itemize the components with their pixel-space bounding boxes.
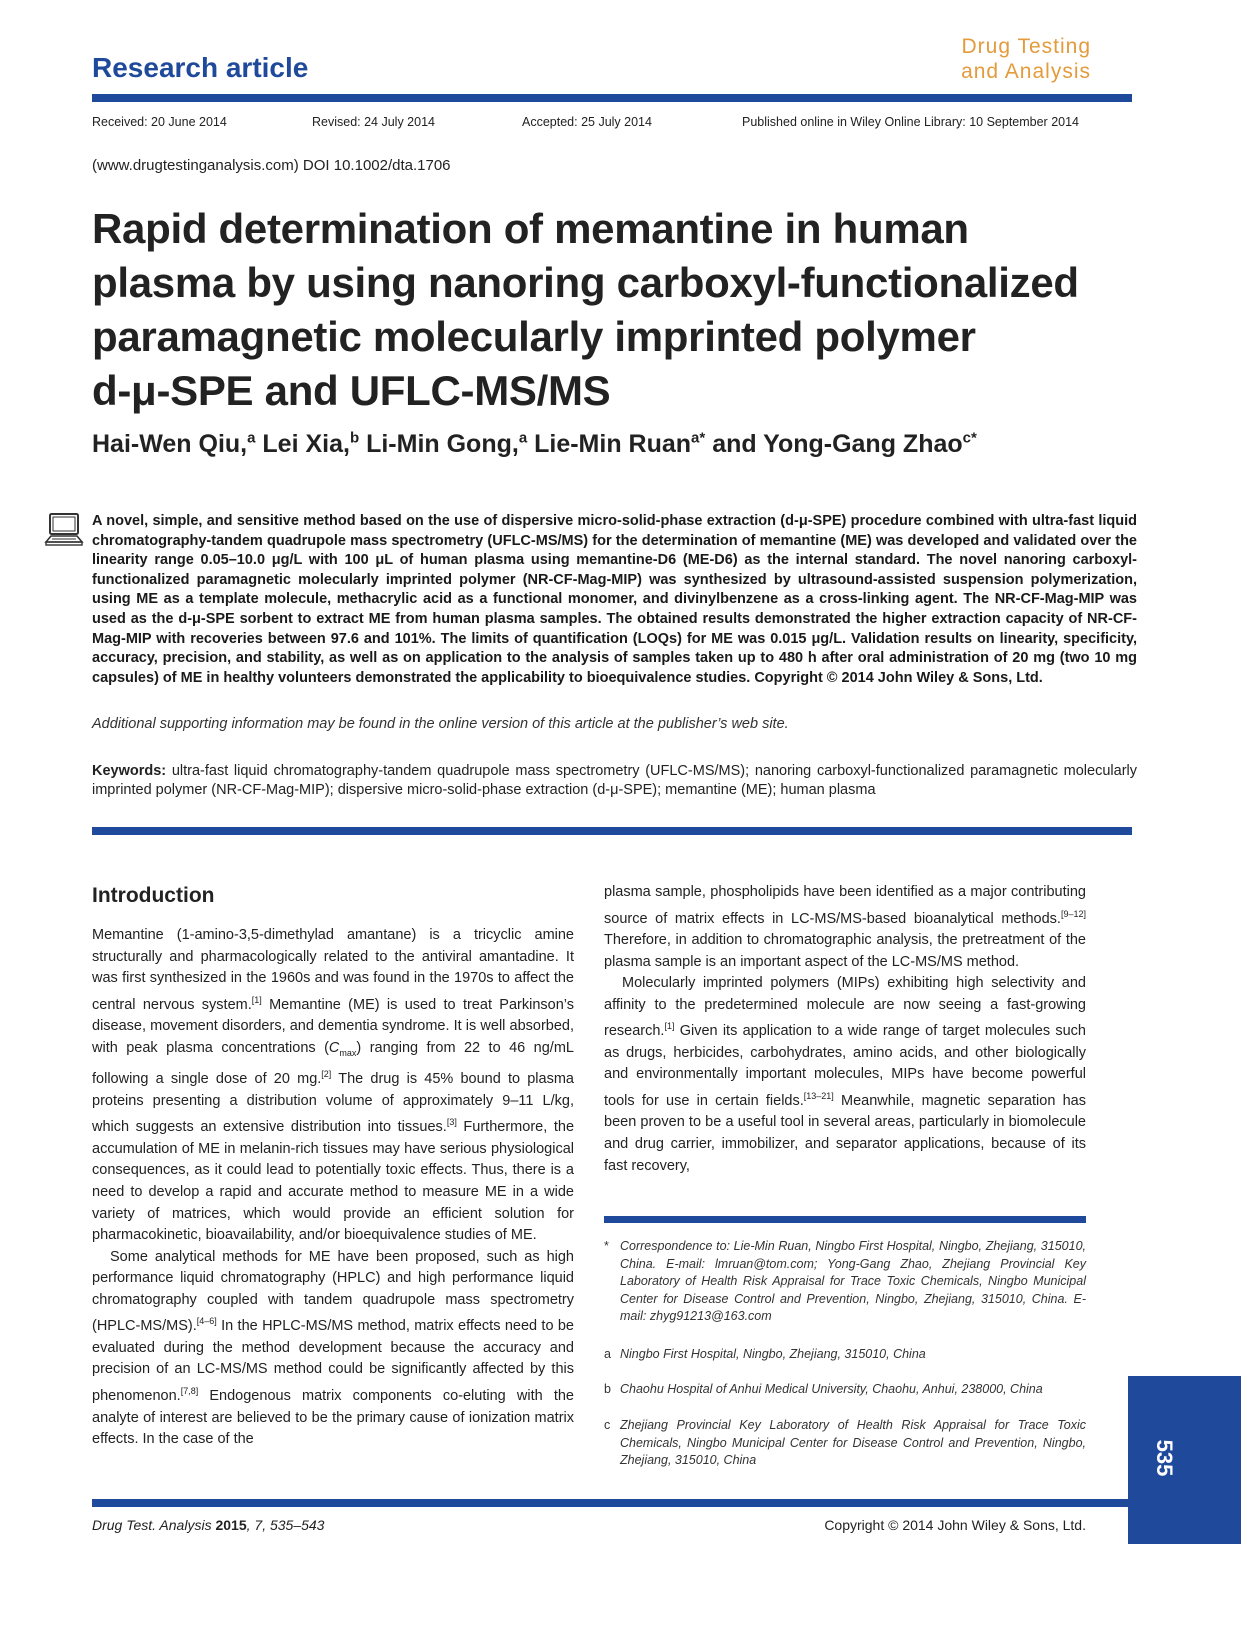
received-date: Received: 20 June 2014	[92, 115, 227, 129]
section-heading-introduction: Introduction	[92, 884, 215, 907]
paragraph: Memantine (1-amino-3,5-dimethylad amantane) is a tricyclic amine structurally and pharmacologically related to the antiviral amantadine. It was first synthesized in the 1960s and was found in the 1970s to affect the central nervous system.[1] Memantine (ME) is used to treat Parkinson’s disease, movement disorders, and dementia syndrome. It is well absorbed, with peak plasma concentrations $(C_{max})$ ranging from 22 to 46 ng/mL following a single dose of 20 mg.[2] The drug is 45% bound to plasma proteins presenting a distribution volume of approximately 9–11 L/kg, which suggests an extensive distribution into tissues.[3] Furthermore, the accumulation of ME in melanin-rich tissues may have serious physiological consequences, as it could lead to potentially toxic effects. Thus, there is a need to develop a rapid and accurate method to measure ME in a wide variety of matrices, which would provide an efficient solution for pharmacokinetic, bioavailability, and/or bioequivalence studies of ME.	[92, 927, 575, 1244]
accepted-date: Accepted: 25 July 2014	[522, 115, 652, 129]
footer-copyright: Copyright © 2014 John Wiley & Sons, Ltd.	[824, 1517, 1086, 1533]
affiliation-c: c Zhejiang Provincial Key Laboratory of Health Risk Appraisal for Trace Toxic Chemicals, Ningbo Municipal Center for Disease Control and Prevention, Ningbo, Zhejiang, 315010, China	[604, 1418, 1086, 1467]
author: Hai-Wen Qiu,$^a$	[92, 430, 256, 459]
left-column	[92, 925, 574, 1451]
citation-ref[interactable]: [7,8]	[180, 1386, 199, 1397]
title-line: paramagnetic molecularly imprinted polymer	[92, 313, 976, 360]
footer-citation: Drug Test. Analysis 2015, 7, 535–543	[92, 1517, 325, 1533]
title-line: plasma by using nanoring carboxyl-functionalized	[92, 259, 1079, 306]
paragraph: plasma sample, phospholipids have been identified as a major contributing source of matrix effects in LC-MS/MS-based bioanalytical methods.[9–12] Therefore, in addition to chromatographic analysis, the pretreatment of the plasma sample is an important aspect of the LC-MS/MS method.	[604, 884, 1086, 970]
journal-brand-line2: and Analysis	[961, 60, 1091, 83]
citation-ref[interactable]: [1]	[251, 994, 262, 1005]
author: Li-Min Gong,$^a$	[366, 430, 528, 459]
article-type-label: Research article	[92, 52, 309, 83]
title-line: d-μ-SPE and UFLC-MS/MS	[92, 367, 611, 414]
affiliation-a: a Ningbo First Hospital, Ningbo, Zhejiang, 315010, China	[604, 1347, 926, 1361]
doi-line: (www.drugtestinganalysis.com) DOI 10.1002/dta.1706	[92, 157, 451, 174]
top-rule	[92, 94, 1132, 102]
author-list	[92, 430, 977, 459]
right-column	[604, 882, 1086, 1177]
bottom-rule	[92, 1499, 1132, 1507]
author: Lei Xia,$^b$	[262, 430, 360, 459]
article-title	[92, 202, 1172, 418]
citation-ref[interactable]: [3]	[446, 1117, 457, 1128]
journal-brand	[961, 34, 1091, 84]
citation-ref[interactable]: [4–6]	[196, 1316, 217, 1327]
keywords-rule	[92, 827, 1132, 835]
citation-ref[interactable]: [1]	[664, 1021, 675, 1032]
page-number-tab	[1128, 1376, 1241, 1544]
page-number: 535	[1152, 1439, 1177, 1477]
revised-date: Revised: 24 July 2014	[312, 115, 435, 129]
author: and Yong-Gang Zhao$^{c*}$	[712, 430, 977, 459]
citation-ref[interactable]: [2]	[321, 1069, 332, 1080]
citation-ref[interactable]: [9–12]	[1060, 908, 1086, 919]
abstract: A novel, simple, and sensitive method based on the use of dispersive micro-solid-phase extraction (d-μ-SPE) procedure combined with ultra-fast liquid chromatography-tandem quadrupole mass spectrometry (UFLC-MS/MS) for the determination of memantine (ME) was developed and validated over the linearity range 0.05–10.0 μg/L with 100 μL of human plasma using memantine-D6 (ME-D6) as the internal standard. The novel nanoring carboxyl-functionalized paramagnetic molecularly imprinted polymer (NR-CF-Mag-MIP) was synthesized by ultrasound-assisted suspension polymerization, using ME as a template molecule, methacrylic acid as a functional monomer, and divinylbenzene as a cross-linking agent. The NR-CF-Mag-MIP was used as the d-μ-SPE sorbent to extract ME from human plasma samples. The obtained results demonstrated the higher extraction capacity of NR-CF-Mag-MIP with recoveries between 97.6 and 101%. The limits of quantification (LOQs) for ME was 0.015 μg/L. Validation results on linearity, specificity, accuracy, precision, and stability, as well as on application to the analysis of samples taken up to 480 h after oral administration of 20 mg (two 10 mg capsules) of ME in healthy volunteers demonstrated the applicability to bioequivalence studies. Copyright © 2014 John Wiley & Sons, Ltd.	[92, 513, 1137, 686]
author: Lie-Min Ruan$^{a*}$	[534, 430, 706, 459]
paragraph: Some analytical methods for ME have been proposed, such as high performance liquid chromatography (HPLC) and high performance liquid chromatography coupled with tandem quadrupole mass spectrometry (HPLC-MS/MS).[4–6] In the HPLC-MS/MS method, matrix effects need to be evaluated during the method development because the accuracy and precision of an LC-MS/MS method could be significantly affected by this phenomenon.[7,8] Endogenous matrix components co-eluting with the analyte of interest are believed to be the primary cause of ionization matrix effects. In the case of the	[92, 1248, 574, 1448]
citation-ref[interactable]: [13–21]	[803, 1091, 834, 1101]
affiliation-b: b Chaohu Hospital of Anhui Medical University, Chaohu, Anhui, 238000, China	[604, 1382, 1043, 1396]
supporting-info-note: Additional supporting information may be found in the online version of this article at the publisher’s web site.	[92, 716, 789, 732]
keywords-text: ultra-fast liquid chromatography-tandem quadrupole mass spectrometry (UFLC-MS/MS); nanoring carboxyl-functionalized paramagnetic molecularly imprinted polymer (NR-CF-Mag-MIP); dispersive micro-solid-phase extraction (d-μ-SPE); memantine (ME); human plasma	[92, 763, 1137, 798]
paragraph: Molecularly imprinted polymers (MIPs) exhibiting high selectivity and affinity to the predetermined molecule are now seeing a fast-growing research.[1] Given its application to a wide range of target molecules such as drugs, herbicides, carbohydrates, amino acids, and other biologically and environmentally important molecules, MIPs have become powerful tools for use in certain fields.[13–21] Meanwhile, magnetic separation has been proven to be a useful tool in several areas, particularly in biomolecule and drug carrier, immobilizer, and separator applications, because of its fast recovery,	[604, 975, 1086, 1174]
journal-brand-line1: Drug Testing	[961, 35, 1091, 58]
computer-icon	[44, 512, 84, 548]
title-line: Rapid determination of memantine in human	[92, 205, 969, 252]
correspondence-footnote: * Correspondence to: Lie-Min Ruan, Ningbo First Hospital, Ningbo, Zhejiang, 315010, China. E-mail: lmruan@tom.com; Yong-Gang Zhao, Zhejiang Provincial Key Laboratory of Health Risk Appraisal for Trace Toxic Chemicals, Ningbo Municipal Center for Disease Control and Prevention, Ningbo, Zhejiang, 315010, China. E-mail: zhyg91213@163.com	[604, 1239, 1086, 1323]
footnote-rule	[604, 1216, 1086, 1223]
published-date: Published online in Wiley Online Library: 10 September 2014	[742, 115, 1079, 129]
keywords	[92, 762, 1137, 800]
keywords-label: Keywords:	[92, 763, 167, 779]
